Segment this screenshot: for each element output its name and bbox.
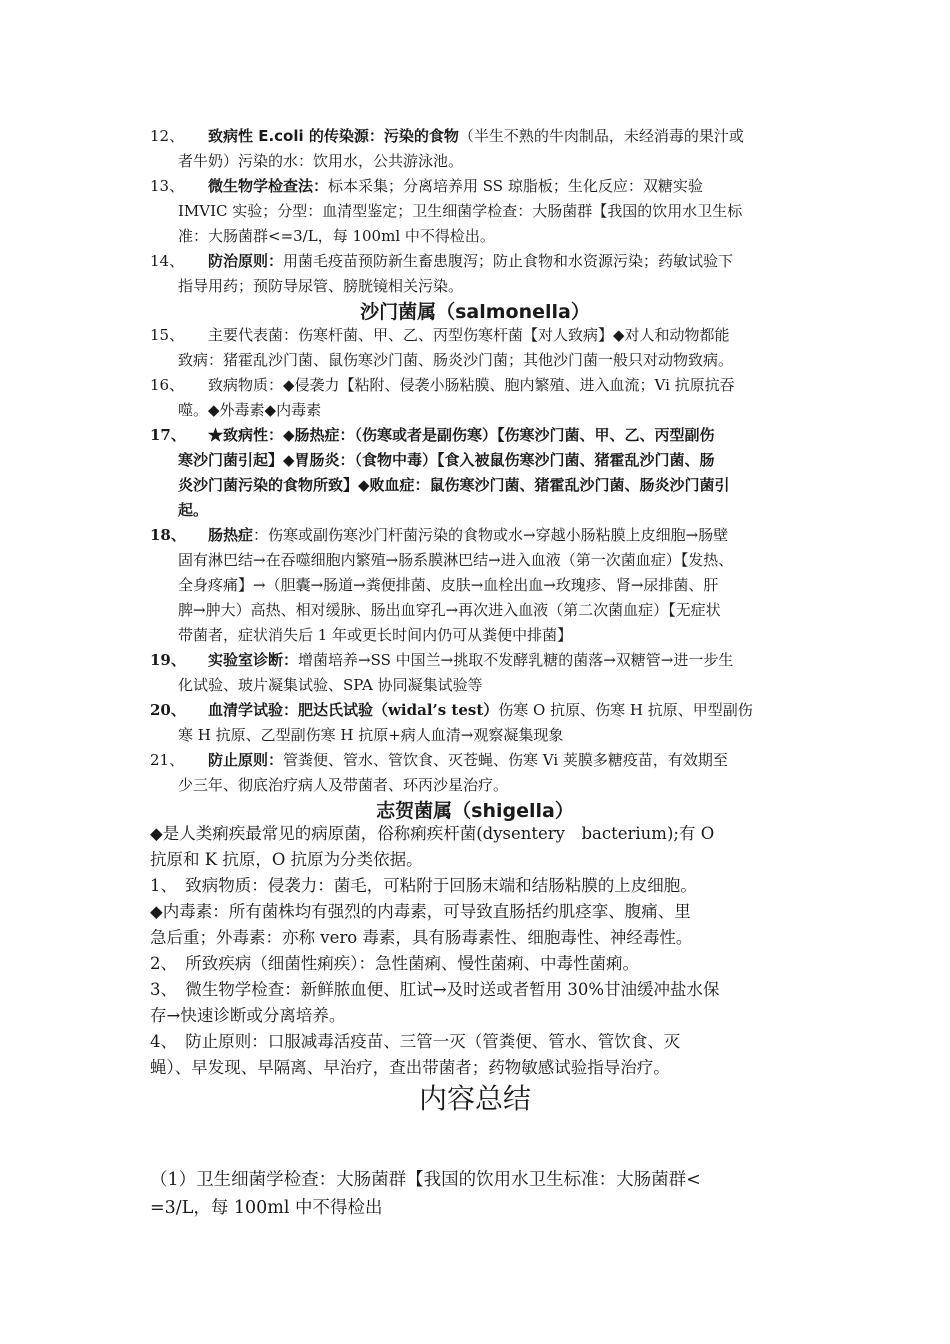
shigella-paragraph xyxy=(150,821,810,1081)
list-item-20 xyxy=(150,698,802,748)
list-item-18 xyxy=(150,523,802,648)
item-text-cont: 起。 xyxy=(178,501,209,519)
item-text-cont: 噬。◆外毒素◆内毒素 xyxy=(178,401,322,419)
item-text-cont: 全身疼痛】→（胆囊→肠道→粪便排菌、皮肤→血栓出血→玫瑰疹、肾→尿排菌、肝 xyxy=(178,576,719,594)
item-number: 13、 xyxy=(150,177,185,195)
paragraph-line: 存→快速诊断或分离培养。 xyxy=(150,1006,346,1025)
item-text-cont: 寒 H 抗原、乙型副伤寒 H 抗原+病人血清→观察凝集现象 xyxy=(178,726,564,744)
paragraph-line: 抗原和 K 抗原，O 抗原为分类依据。 xyxy=(150,850,423,869)
item-text-cont: 固有淋巴结→在吞噬细胞内繁殖→肠系膜淋巴结→进入血液（第一次菌血症）【发热、 xyxy=(178,551,734,569)
item-title: 防治原则： xyxy=(208,252,284,270)
item-text-cont: 者牛奶）污染的水：饮用水，公共游泳池。 xyxy=(178,152,464,170)
item-text: 主要代表菌：伤寒杆菌、甲、乙、丙型伤寒杆菌【对人致病】◆对人和动物都能 xyxy=(208,326,730,344)
item-title: 微生物学检查法： xyxy=(208,177,329,195)
item-text: 致病物质：◆侵袭力【粘附、侵袭小肠粘膜、胞内繁殖、进入血流；Vi 抗原抗吞 xyxy=(208,376,735,394)
item-number: 21、 xyxy=(150,751,185,769)
item-text: 伤寒 O 抗原、伤寒 H 抗原、甲型副伤 xyxy=(498,701,753,719)
list-item-13 xyxy=(150,174,802,249)
item-text: （半生不熟的牛肉制品，未经消毒的果汁或 xyxy=(458,127,744,145)
item-text-cont: 寒沙门菌引起】◆胃肠炎：（食物中毒）【食入被鼠伤寒沙门菌、猪霍乱沙门菌、肠 xyxy=(178,451,715,469)
item-title: 防止原则： xyxy=(208,751,284,769)
item-text-cont: 炎沙门菌污染的食物所致】◆败血症：鼠伤寒沙门菌、猪霍乱沙门菌、肠炎沙门菌引 xyxy=(178,476,730,494)
paragraph-line: 蝇）、早发现、早隔离、早治疗，查出带菌者；药物敏感试验指导治疗。 xyxy=(150,1058,670,1077)
item-text-cont: 带菌者，症状消失后 1 年或更长时间内仍可从粪便中排菌】 xyxy=(178,626,573,644)
summary-paragraph xyxy=(150,1166,810,1222)
list-item-17 xyxy=(150,423,802,523)
item-title: 肠热症 xyxy=(208,526,254,544)
summary-title: 内容总结 xyxy=(418,1082,531,1115)
item-text: ★致病性：◆肠热症：（伤寒或者是副伤寒）【伤寒沙门菌、甲、乙、丙型副伤 xyxy=(208,426,715,444)
item-text: 用菌毛疫苗预防新生畜患腹泻；防止食物和水资源污染；药敏试验下 xyxy=(283,252,734,270)
item-text-cont: 少三年、彻底治疗病人及带菌者、环丙沙星治疗。 xyxy=(178,776,509,794)
paragraph-line: ◆是人类痢疾最常见的病原菌，俗称痢疾杆菌(dysentery bacterium);有 O xyxy=(150,824,715,843)
item-text: 增菌培养→SS 中国兰→挑取不发酵乳糖的菌落→双糖管→进一步生 xyxy=(298,651,734,669)
item-number: 16、 xyxy=(150,376,185,394)
item-number: 19、 xyxy=(150,651,186,669)
list-item-16 xyxy=(150,373,802,423)
item-number: 15、 xyxy=(150,326,185,344)
section-heading-shigella: 志贺菌属（shigella） xyxy=(376,800,574,822)
item-text: 管粪便、管水、管饮食、灭苍蝇、伤寒 Vi 荚膜多糖疫苗，有效期至 xyxy=(283,751,728,769)
item-text: 标本采集；分离培养用 SS 琼脂板；生化反应：双糖实验 xyxy=(328,177,703,195)
summary-line: （1）卫生细菌学检查：大肠菌群【我国的饮用水卫生标准：大肠菌群< xyxy=(150,1170,701,1190)
item-text-cont: 脾→肿大）高热、相对缓脉、肠出血穿孔→再次进入血液（第二次菌血症）【无症状 xyxy=(178,601,721,619)
item-title: 实验室诊断： xyxy=(208,651,299,669)
item-text-cont: 化试验、玻片凝集试验、SPA 协同凝集试验等 xyxy=(178,676,483,694)
item-number: 17、 xyxy=(150,426,186,444)
item-number: 20、 xyxy=(150,701,186,719)
paragraph-line: 3、 微生物学检查：新鲜脓血便、肛试→及时送或者暂用 30%甘油缓冲盐水保 xyxy=(150,980,720,999)
list-item-21 xyxy=(150,748,802,798)
paragraph-line: 1、 致病物质：侵袭力：菌毛，可粘附于回肠末端和结肠粘膜的上皮细胞。 xyxy=(150,876,697,895)
item-title: 血清学试验：肥达氏试验（widal’s test） xyxy=(208,701,499,719)
item-text-cont: IMVIC 实验；分型：血清型鉴定；卫生细菌学检查：大肠菌群【我国的饮用水卫生标 xyxy=(178,202,743,220)
item-number: 18、 xyxy=(150,526,186,544)
item-text-cont: 致病：猪霍乱沙门菌、鼠伤寒沙门菌、肠炎沙门菌；其他沙门菌一般只对动物致病。 xyxy=(178,351,734,369)
paragraph-line: ◆内毒素：所有菌株均有强烈的内毒素，可导致直肠括约肌痉挛、腹痛、里 xyxy=(150,902,691,921)
section-heading-salmonella: 沙门菌属（salmonella） xyxy=(360,301,590,323)
item-title: 致病性 E.coli 的传染源：污染的食物 xyxy=(208,127,459,145)
paragraph-line: 2、 所致疾病（细菌性痢疾）：急性菌痢、慢性菌痢、中毒性菌痢。 xyxy=(150,954,639,973)
summary-line: =3/L，每 100ml 中不得检出 xyxy=(150,1198,383,1218)
item-text-cont: 指导用药；预防导尿管、膀胱镜相关污染。 xyxy=(178,277,464,295)
list-item-15 xyxy=(150,323,802,373)
paragraph-line: 4、 防止原则：口服减毒活疫苗、三管一灭（管粪便、管水、管饮食、灭 xyxy=(150,1032,681,1051)
item-number: 14、 xyxy=(150,252,185,270)
item-number: 12、 xyxy=(150,127,185,145)
list-item-14 xyxy=(150,249,802,299)
paragraph-line: 急后重；外毒素：亦称 vero 毒素，具有肠毒素性、细胞毒性、神经毒性。 xyxy=(150,928,693,947)
list-item-12 xyxy=(150,124,802,174)
item-text: ：伤寒或副伤寒沙门杆菌污染的食物或水→穿越小肠粘膜上皮细胞→肠壁 xyxy=(253,526,729,544)
item-text-cont: 准：大肠菌群<=3/L，每 100ml 中不得检出。 xyxy=(178,227,495,245)
list-item-19 xyxy=(150,648,802,698)
